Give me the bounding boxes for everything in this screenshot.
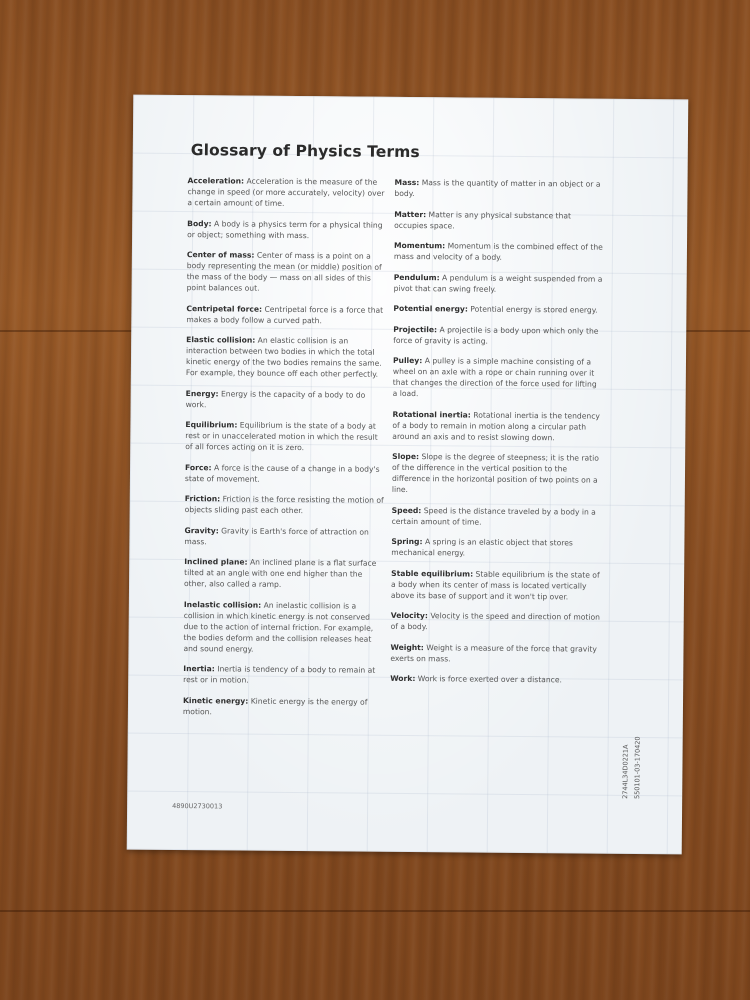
glossary-definition: A spring is an elastic object that stores mechanical energy. — [391, 537, 573, 558]
glossary-definition: Energy is the capacity of a body to do work. — [185, 388, 366, 409]
glossary-entry — [394, 208, 604, 232]
glossary-definition: An inclined plane is a flat surface tilted at an angle with one end higher than the other, also called a ramp. — [184, 557, 377, 589]
glossary-term: Body: — [187, 218, 212, 228]
glossary-entry — [392, 451, 602, 497]
glossary-term: Weight: — [390, 642, 424, 652]
glossary-entry — [391, 536, 601, 560]
glossary-entry — [392, 504, 602, 528]
side-code-2: 550101-03-170420 — [633, 736, 642, 800]
glossary-definition: Momentum is the combined effect of the mass and velocity of a body. — [393, 241, 603, 262]
glossary-entry — [187, 249, 387, 295]
glossary-entry — [390, 673, 600, 686]
glossary-entry — [393, 355, 603, 401]
glossary-entry — [185, 419, 385, 454]
glossary-term: Center of mass: — [186, 250, 255, 260]
glossary-definition: A pulley is a simple machine consisting of a wheel on an axle with a rope or chain running over it that changes the direction of the force used for lifting a load. — [392, 356, 597, 399]
glossary-definition: Speed is the distance traveled by a body in a certain amount of time. — [391, 505, 596, 527]
floor-plank-seam — [0, 910, 750, 912]
glossary-entry — [186, 388, 386, 412]
glossary-term: Spring: — [391, 536, 423, 547]
glossary-definition: Center of mass is a point on a body representing the mean (or middle) position of the mass of the body — mass on all sides of this point balances out. — [186, 250, 382, 293]
glossary-entry — [186, 334, 386, 380]
glossary-definition: Centripetal force is a force that makes a body follow a curved path. — [186, 304, 384, 325]
glossary-entry — [183, 695, 383, 719]
glossary-entry — [187, 218, 387, 242]
glossary-term: Velocity: — [390, 610, 428, 621]
glossary-entry — [390, 641, 600, 665]
glossary-definition: A pendulum is a weight suspended from a pivot that can swing freely. — [393, 272, 603, 294]
glossary-entry — [394, 271, 604, 295]
glossary-definition: Acceleration is the measure of the change in speed (or more accurately, velocity) over a certain amount of time. — [187, 176, 385, 208]
glossary-term: Pendulum: — [393, 272, 440, 282]
glossary-term: Friction: — [184, 494, 221, 504]
glossary-definition: A projectile is a body upon which only the force of gravity is acting. — [393, 324, 599, 346]
glossary-entry — [184, 556, 384, 591]
glossary-entry — [391, 610, 601, 634]
glossary-term: Slope: — [392, 451, 420, 462]
glossary-entry — [392, 408, 602, 443]
glossary-definition: Gravity is Earth's force of attraction on mass. — [184, 525, 369, 546]
glossary-term: Inelastic collision: — [183, 599, 262, 610]
glossary-term: Matter: — [394, 209, 427, 219]
glossary-definition: Weight is a measure of the force that gravity exerts on mass. — [390, 642, 597, 663]
glossary-term: Momentum: — [393, 240, 446, 251]
glossary-entry — [185, 462, 385, 486]
glossary-term: Acceleration: — [187, 176, 245, 186]
glossary-term: Pulley: — [392, 355, 423, 366]
glossary-entry — [394, 177, 604, 201]
glossary-term: Speed: — [391, 505, 422, 515]
glossary-entry — [185, 493, 385, 517]
glossary-entry — [183, 663, 383, 687]
glossary-definition: Work is force exerted over a distance. — [415, 674, 562, 685]
glossary-entry — [391, 567, 601, 602]
page-title: Glossary of Physics Terms — [190, 141, 420, 162]
glossary-definition: Inertia is tendency of a body to remain at rest or in motion. — [183, 664, 376, 685]
glossary-term: Potential energy: — [393, 303, 468, 314]
glossary-term: Rotational inertia: — [392, 409, 471, 420]
glossary-sheet — [127, 95, 689, 855]
glossary-term: Inclined plane: — [184, 557, 248, 567]
glossary-definition: Stable equilibrium is the state of a body when its center of mass is located vertically above its base of support and it won't tip over. — [390, 569, 600, 601]
glossary-definition: Rotational inertia is the tendency of a body to remain in motion along a circular path around an axis and to resist slowing down. — [392, 410, 600, 442]
glossary-term: Kinetic energy: — [182, 695, 249, 706]
glossary-entry — [184, 525, 384, 549]
glossary-term: Centripetal force: — [186, 303, 263, 314]
glossary-term: Inertia: — [183, 664, 215, 674]
glossary-term: Force: — [185, 462, 212, 472]
glossary-entry — [394, 240, 604, 264]
glossary-term: Energy: — [185, 388, 219, 398]
glossary-entry — [393, 323, 603, 347]
glossary-definition: Potential energy is stored energy. — [467, 304, 598, 315]
glossary-term: Gravity: — [184, 525, 219, 535]
glossary-entry — [183, 599, 383, 656]
glossary-definition: A body is a physics term for a physical thing or object; something with mass. — [187, 218, 383, 240]
glossary-definition: Mass is the quantity of matter in an object or a body. — [394, 178, 601, 199]
glossary-definition: An inelastic collision is a collision in which kinetic energy is not conserved due to the action of internal friction. For example, the bodies deform and the collision releases heat and sound energy. — [183, 600, 374, 654]
glossary-term: Equilibrium: — [185, 420, 238, 430]
side-code-1: 2744L34D0221A — [621, 744, 630, 799]
glossary-left-column — [183, 175, 388, 728]
glossary-definition: An elastic collision is an interaction between two bodies in which the total kinetic energy of the two bodies remains the same. For example, they bounce off each other perfectly. — [185, 335, 382, 379]
glossary-right-column — [390, 177, 604, 695]
glossary-definition: A force is the cause of a change in a body's state of movement. — [184, 462, 380, 484]
product-code: 4890U2730013 — [172, 801, 223, 811]
glossary-entry — [187, 175, 387, 210]
glossary-definition: Slope is the degree of steepness; it is the ratio of the difference in the vertical position to the difference in the horizontal position of two points on a line. — [391, 452, 599, 495]
glossary-term: Elastic collision: — [186, 335, 256, 345]
glossary-entry — [186, 303, 386, 327]
glossary-term: Work: — [390, 673, 416, 684]
glossary-entry — [393, 303, 603, 316]
glossary-definition: Kinetic energy is the energy of motion. — [182, 696, 368, 716]
glossary-definition: Equilibrium is the state of a body at rest or in unaccelerated motion in which the result of all forces acting on it is zero. — [185, 420, 378, 453]
glossary-definition: Velocity is the speed and direction of motion of a body. — [390, 611, 601, 632]
glossary-definition: Friction is the force resisting the motion of objects sliding past each other. — [184, 494, 384, 516]
glossary-term: Projectile: — [393, 324, 438, 334]
glossary-term: Stable equilibrium: — [391, 568, 474, 579]
glossary-definition: Matter is any physical substance that occupies space. — [394, 209, 572, 230]
glossary-term: Mass: — [394, 177, 420, 188]
